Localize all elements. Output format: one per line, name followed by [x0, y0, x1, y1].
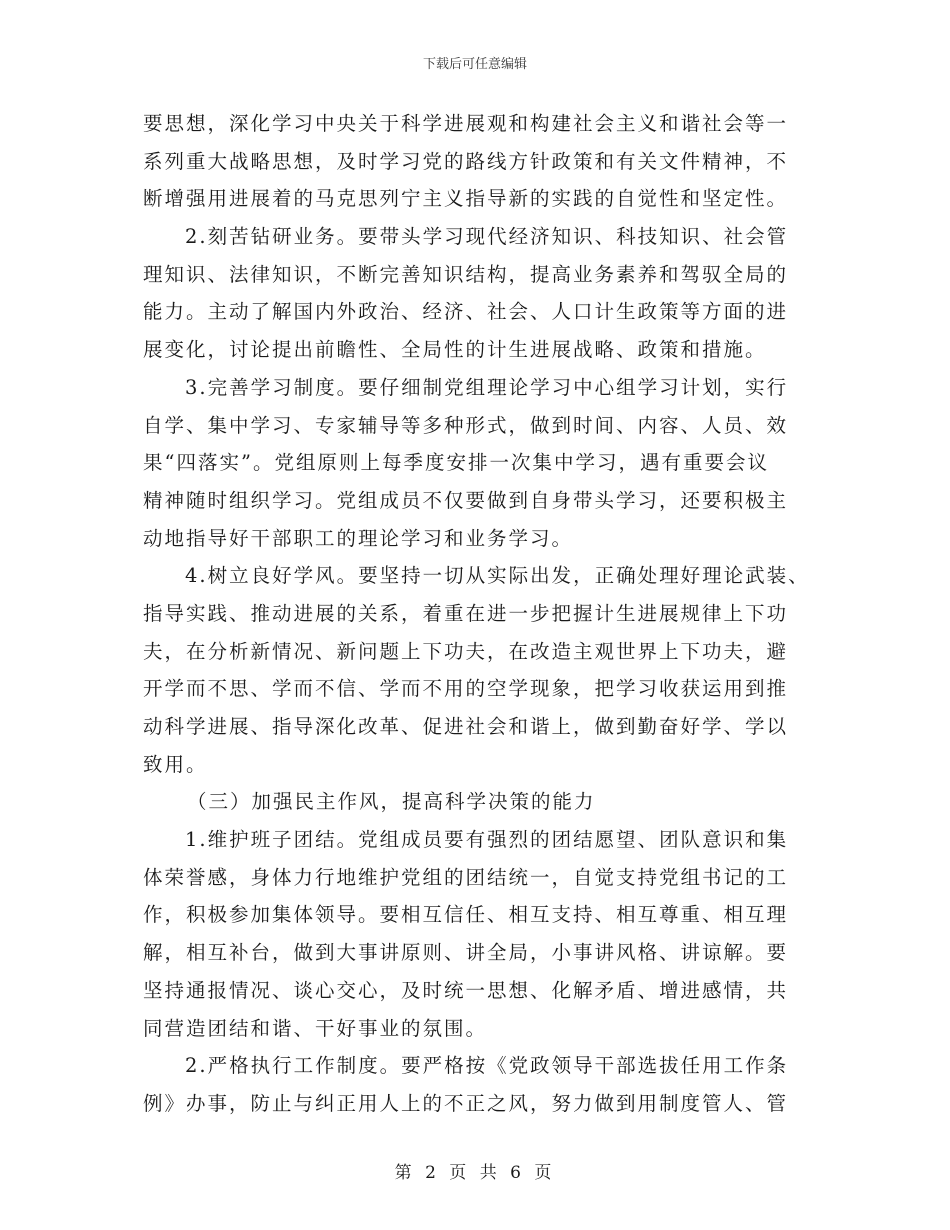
text-line: 解，相互补台，做到大事讲原则、讲全局，小事讲风格、讲谅解。要 — [143, 941, 789, 965]
text-line: 能力。主动了解国内外政治、经济、社会、人口计生政策等方面的进 — [143, 300, 789, 324]
text-line: 夫，在分析新情况、新问题上下功夫，在改造主观世界上下功夫，避 — [143, 639, 789, 663]
text-line: 例》办事，防止与纠正用人上的不正之风，努力做到用制度管人、管 — [143, 1091, 789, 1115]
text-line: 果“四落实”。党组原则上每季度安排一次集中学习，遇有重要会议 — [143, 451, 769, 475]
body-text — [143, 105, 810, 1123]
text-line: 同营造团结和谐、干好事业的氛围。 — [143, 1016, 488, 1040]
text-line: 断增强用进展着的马克思列宁主义指导新的实践的自觉性和坚定性。 — [143, 187, 789, 211]
text-line: 要思想，深化学习中央关于科学进展观和构建社会主义和谐社会等一 — [143, 112, 789, 135]
section-heading-line: 2.严格执行工作制度。要严格按《党政领导干部选拔任用工作条 — [185, 1054, 789, 1078]
section-heading-line: 3.完善学习制度。要仔细制党组理论学习中心组学习计划，实行 — [185, 375, 789, 399]
section-heading-line: 1.维护班子团结。党组成员要有强烈的团结愿望、团队意识和集 — [185, 828, 789, 852]
text-line: 坚持通报情况、谈心交心，及时统一思想、化解矛盾、增进感情，共 — [143, 978, 789, 1002]
chapter-heading: （三）加强民主作风，提高科学决策的能力 — [187, 790, 596, 814]
page-number: 第 2 页 共 6 页 — [394, 1163, 556, 1183]
text-line: 展变化，讨论提出前瞻性、全局性的计生进展战略、政策和措施。 — [143, 338, 767, 362]
section-heading-line: 4.树立良好学风。要坚持一切从实际出发，正确处理好理论武装、 — [185, 564, 810, 588]
text-line: 精神随时组织学习。党组成员不仅要做到自身带头学习，还要积极主 — [143, 488, 789, 512]
text-line: 体荣誉感，身体力行地维护党组的团结统一，自觉支持党组书记的工 — [143, 865, 789, 889]
text-line: 指导实践、推动进展的关系，着重在进一步把握计生进展规律上下功 — [143, 601, 789, 625]
text-line: 系列重大战略思想，及时学习党的路线方针政策和有关文件精神，不 — [143, 149, 789, 173]
text-line: 致用。 — [143, 752, 208, 776]
text-line: 理知识、法律知识，不断完善知识结构，提高业务素养和驾驭全局的 — [143, 262, 789, 286]
text-line: 动科学进展、指导深化改革、促进社会和谐上，做到勤奋好学、学以 — [143, 715, 789, 738]
text-line: 动地指导好干部职工的理论学习和业务学习。 — [143, 526, 574, 550]
text-line: 作，积极参加集体领导。要相互信任、相互支持、相互尊重、相互理 — [143, 903, 789, 927]
section-heading-line: 2.刻苦钻研业务。要带头学习现代经济知识、科技知识、社会管 — [185, 225, 789, 249]
text-line: 自学、集中学习、专家辅导等多种形式，做到时间、内容、人员、效 — [143, 413, 789, 437]
text-line: 开学而不思、学而不信、学而不用的空学现象，把学习收获运用到推 — [143, 677, 789, 701]
header-note: 下载后可任意编辑 — [422, 57, 527, 72]
